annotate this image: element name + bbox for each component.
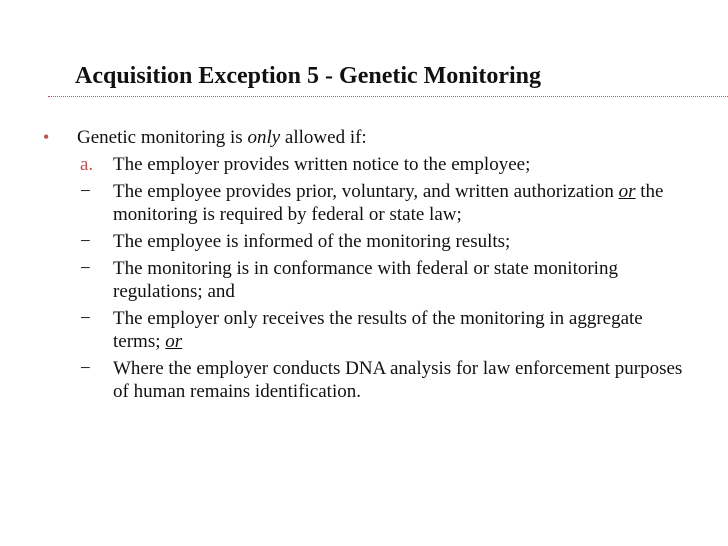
condition-text-before: The employee provides prior, voluntary, and written authorization — [113, 181, 619, 202]
condition-text: The employee is informed of the monitoring results; — [113, 231, 511, 252]
bullet-emphasis: only — [247, 127, 281, 148]
condition-text: The monitoring is in conformance with federal or state monitoring regulations; and — [113, 258, 618, 302]
title-divider — [48, 96, 728, 97]
bullet-text-before: Genetic monitoring is — [77, 127, 248, 148]
bullet-text-after: allowed if: — [280, 127, 367, 148]
condition-marker: a. — [80, 154, 94, 175]
condition-item-3 — [0, 230, 728, 253]
condition-marker: − — [80, 231, 91, 252]
condition-item-6 — [0, 357, 728, 403]
condition-item-2 — [0, 180, 728, 226]
condition-text-before: The employer only receives the results of the monitoring in aggregate terms; — [113, 308, 643, 352]
condition-text-after: the monitoring is required by federal or state law; — [113, 181, 664, 225]
condition-text: Where the employer conducts DNA analysis for law enforcement purposes of human remains identification. — [113, 358, 683, 402]
slide-content — [0, 126, 728, 407]
condition-item-1 — [0, 153, 728, 176]
condition-emphasis: or — [165, 331, 183, 352]
condition-emphasis: or — [618, 181, 636, 202]
condition-marker: − — [80, 181, 91, 202]
conditions-list — [0, 153, 728, 403]
condition-marker: − — [80, 258, 91, 279]
slide-title: Acquisition Exception 5 - Genetic Monitoring — [75, 63, 541, 89]
condition-marker: − — [80, 308, 91, 329]
condition-text: The employer provides written notice to the employee; — [113, 154, 531, 175]
condition-item-5 — [0, 307, 728, 353]
condition-marker: − — [80, 358, 91, 379]
condition-item-4 — [0, 257, 728, 303]
main-bullet — [0, 126, 728, 149]
bullet-marker: • — [43, 127, 50, 147]
